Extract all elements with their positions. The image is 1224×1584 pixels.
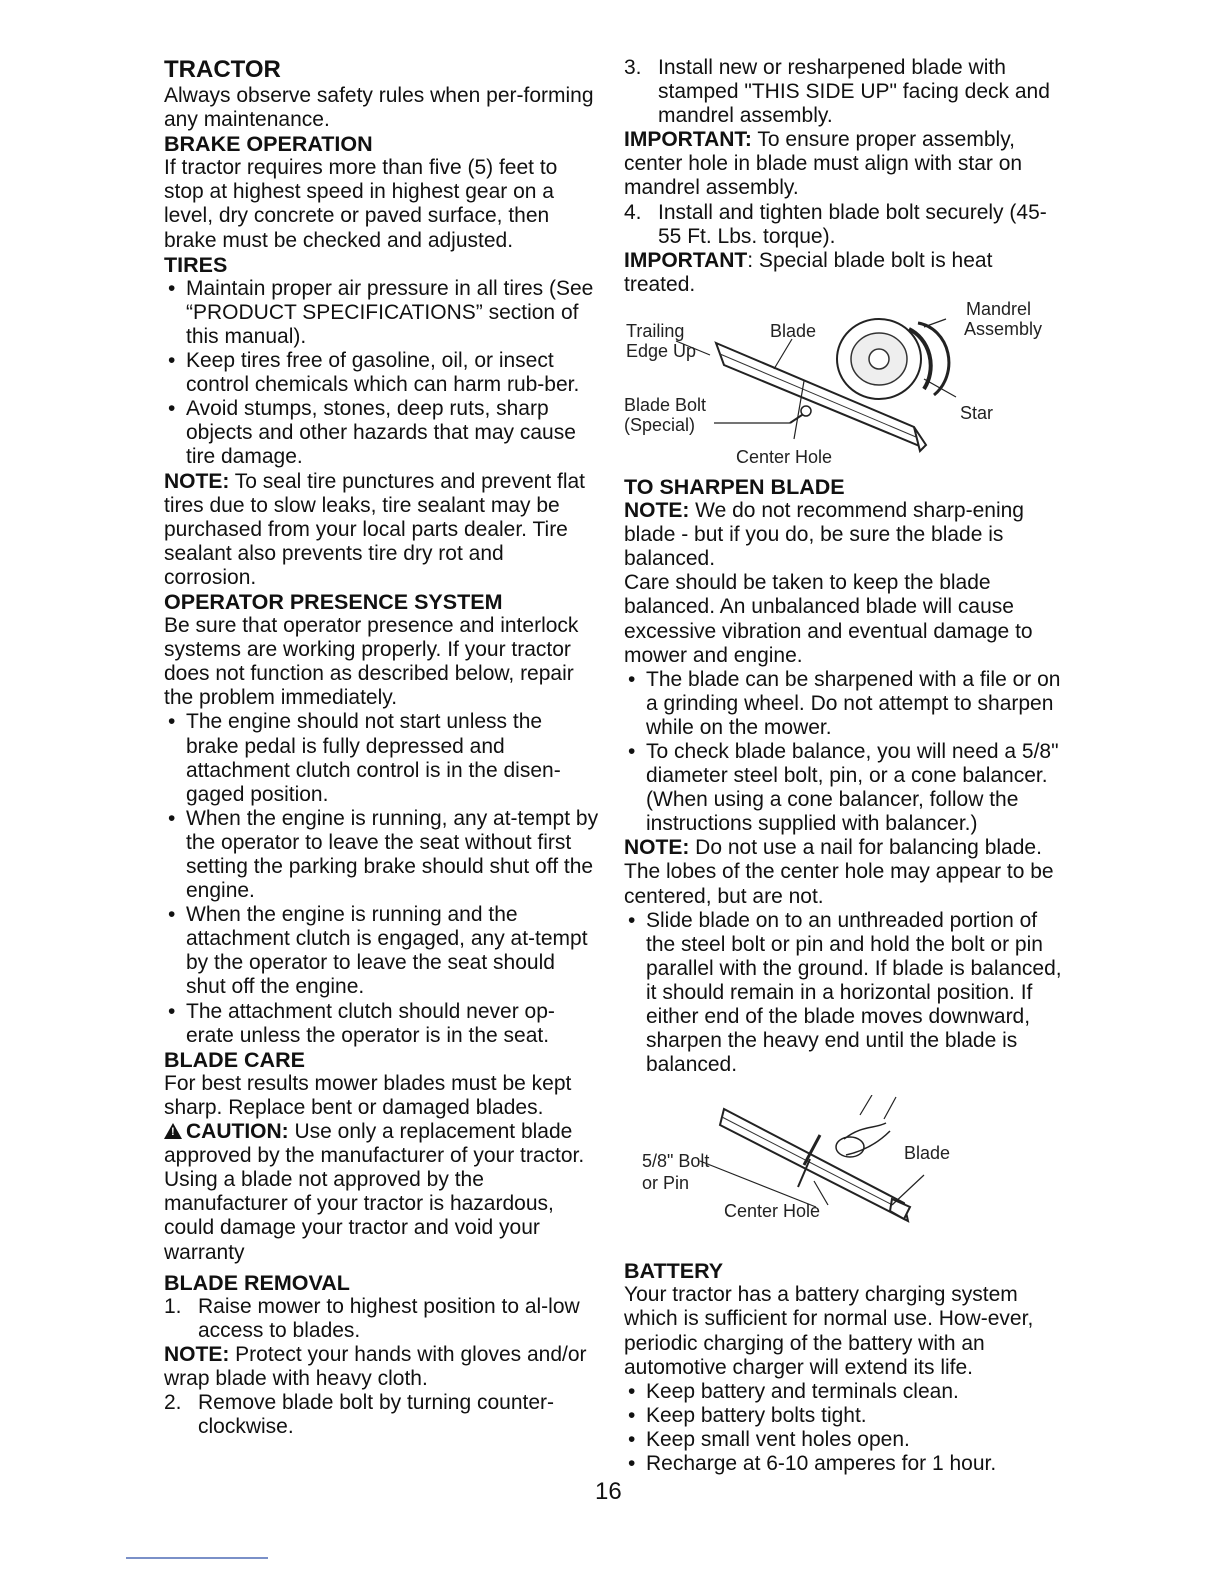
caution-text: Use only a replacement blade approved by the manufacturer of your tractor. Using a blade not approved by the manufacturer of your tractor is hazardous, could damage your tractor and void your warranty <box>164 1120 585 1264</box>
important-label: IMPORTANT: <box>624 128 752 152</box>
step-text: Raise mower to highest position to al-low access to blades. <box>198 1294 580 1342</box>
removal-step-3 <box>624 56 1064 128</box>
battery-bullet-4: • Recharge at 6-10 amperes for 1 hour. <box>624 1452 1064 1476</box>
note-label: NOTE: <box>624 499 690 523</box>
battery-text: Your tractor has a battery charging system which is sufficient for normal use. How-ever, periodic charging of the battery with an automotive charger will extend its life. <box>624 1283 1034 1379</box>
tires-note <box>164 470 600 590</box>
battery-bullet-3: • Keep small vent holes open. <box>624 1428 1064 1452</box>
sharpen-bullet-3: • Slide blade on to an unthreaded portion of the steel bolt or pin and hold the bolt or pin parallel with the ground. If blade is balanced, it should remain in a horizontal position. If either end of the blade moves downward, sharpen the heavy end until the blade is balanced. <box>624 909 1064 1078</box>
label-blade: Blade <box>770 320 817 341</box>
step-text: Install new or resharpened blade with stamped "THIS SIDE UP" facing deck and mandrel assembly. <box>658 56 1050 128</box>
step-text: Remove blade bolt by turning counter-clockwise. <box>198 1391 555 1439</box>
blade-balance-drawing <box>624 1095 1064 1255</box>
label-bolt: 5/8" Bolt <box>642 1151 710 1172</box>
note-text: Protect your hands with gloves and/or wrap blade with heavy cloth. <box>164 1342 587 1390</box>
important-1 <box>624 128 1064 200</box>
important-label: IMPORTANT <box>624 248 748 272</box>
tires-bullet-2: • Keep tires free of gasoline, oil, or insect control chemicals which can harm rub-ber. <box>164 349 600 397</box>
bottom-rule <box>126 1557 268 1559</box>
label-special: (Special) <box>624 414 696 435</box>
label-mandrel: Mandrel <box>966 298 1032 319</box>
important-text: : Special blade bolt is heat treated. <box>624 248 993 296</box>
step-text: Install and tighten blade bolt securely (45-55 Ft. Lbs. torque). <box>658 200 1047 248</box>
note-text: To seal tire punctures and prevent flat tires due to slow leaks, tire sealant may be purchased from your local parts dealer. Tire sealant also prevents tire dry rot and corrosion. <box>164 469 585 589</box>
label-center-hole: Center Hole <box>724 1201 821 1222</box>
section-heading-brake: BRAKE OPERATION <box>164 132 373 157</box>
label-blade: Blade <box>904 1143 951 1164</box>
ops-bullet-1: • The engine should not start unless the brake pedal is fully depressed and attachment clutch control is in the disen-gaged position. <box>164 710 600 806</box>
blade-balance-figure <box>624 1095 1064 1255</box>
removal-step-1 <box>164 1295 600 1343</box>
ops-bullet-3: • When the engine is running and the attachment clutch is engaged, any at-tempt by the operator to leave the seat should shut off the engine. <box>164 903 600 999</box>
sharpen-bullet-2: • To check blade balance, you will need a 5/8" diameter steel bolt, pin, or a cone balancer. (When using a cone balancer, follow the instructions supplied with balancer.) <box>624 740 1064 836</box>
ops-bullet-2: • When the engine is running, any at-tempt by the operator to leave the seat without first setting the parking brake should shut off the engine. <box>164 807 600 903</box>
left-column <box>164 56 600 1439</box>
blade-care-text: For best results mower blades must be kept sharp. Replace bent or damaged blades. <box>164 1071 572 1119</box>
removal-step-2 <box>164 1391 600 1439</box>
warning-triangle-icon <box>164 1123 182 1139</box>
caution-paragraph <box>164 1120 600 1265</box>
sharpen-text: Care should be taken to keep the blade balanced. An unbalanced blade will cause excessive vibration and eventual damage to mower and engine. <box>624 571 1033 667</box>
note-label: NOTE: <box>164 1342 230 1366</box>
note-label: NOTE: <box>164 469 230 493</box>
label-blade-bolt: Blade Bolt <box>624 394 707 415</box>
section-heading-blade-removal: BLADE REMOVAL <box>164 1270 350 1295</box>
step-number: 3. <box>624 56 642 79</box>
note-text: Do not use a nail for balancing blade. The lobes of the center hole may appear to be centered, but are not. <box>624 836 1054 908</box>
important-text: To ensure proper assembly, center hole in blade must align with star on mandrel assembly. <box>624 128 1023 200</box>
battery-bullet-2: • Keep battery bolts tight. <box>624 1404 1064 1428</box>
step-number: 4. <box>624 200 642 224</box>
tires-bullet-3: • Avoid stumps, stones, deep ruts, sharp objects and other hazards that may cause tire damage. <box>164 397 600 469</box>
section-heading-operator-presence: OPERATOR PRESENCE SYSTEM <box>164 589 503 614</box>
page-number: 16 <box>595 1478 622 1505</box>
battery-bullet-1: • Keep battery and terminals clean. <box>624 1380 1064 1404</box>
section-heading-tires: TIRES <box>164 252 228 277</box>
section-heading-sharpen: TO SHARPEN BLADE <box>624 474 845 499</box>
label-star: Star <box>960 402 994 423</box>
removal-note <box>164 1343 600 1391</box>
section-heading-battery: BATTERY <box>624 1259 724 1284</box>
caution-label: CAUTION: <box>186 1120 289 1144</box>
step-number: 1. <box>164 1294 182 1318</box>
label-trailing: Trailing <box>626 320 685 341</box>
ops-text: Be sure that operator presence and interlock systems are working properly. If your tractor does not function as described below, repair the problem immediately. <box>164 614 579 710</box>
label-center-hole: Center Hole <box>736 446 833 467</box>
sharpen-note-1 <box>624 499 1064 571</box>
sharpen-note-2 <box>624 836 1064 908</box>
tires-bullet-1: • Maintain proper air pressure in all tires (See “PRODUCT SPECIFICATIONS” section of this manual). <box>164 277 600 349</box>
right-column <box>624 56 1064 1476</box>
label-edge-up: Edge Up <box>626 340 697 361</box>
ops-bullet-4: • The attachment clutch should never op-erate unless the operator is in the seat. <box>164 1000 600 1048</box>
step-number: 2. <box>164 1391 182 1415</box>
sharpen-bullet-1: • The blade can be sharpened with a file or on a grinding wheel. Do not attempt to sharpen while on the mower. <box>624 668 1064 740</box>
section-heading-tractor: TRACTOR <box>164 56 281 83</box>
blade-mandrel-figure <box>624 299 1064 471</box>
note-text: We do not recommend sharp-ening blade - but if you do, be sure the blade is balanced. <box>624 499 1024 571</box>
section-heading-blade-care: BLADE CARE <box>164 1047 305 1072</box>
label-assembly: Assembly <box>964 318 1043 339</box>
note-label: NOTE: <box>624 836 690 860</box>
important-2 <box>624 249 1064 297</box>
tractor-text: Always observe safety rules when per-forming any maintenance. <box>164 84 594 132</box>
label-or-pin: or Pin <box>642 1173 690 1194</box>
removal-step-4 <box>624 201 1064 249</box>
brake-text: If tractor requires more than five (5) feet to stop at highest speed in highest gear on a level, dry concrete or paved surface, then brake must be checked and adjusted. <box>164 156 558 252</box>
